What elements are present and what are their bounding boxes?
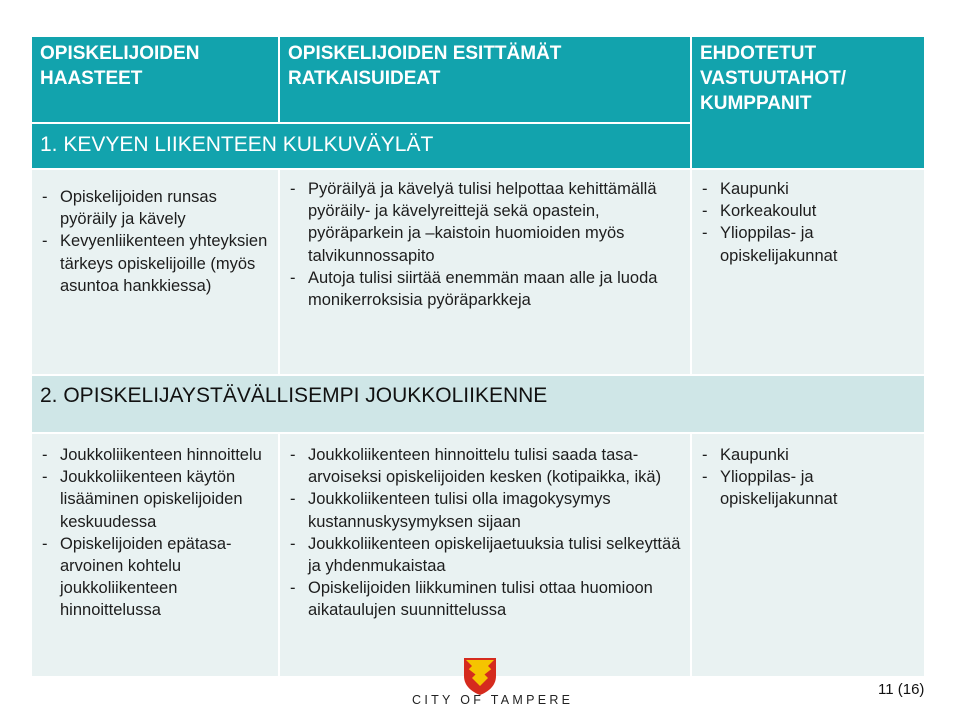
list-item: - Kaupunki (698, 178, 918, 200)
section-1-solutions (279, 169, 691, 375)
tampere-coat-of-arms-icon (462, 656, 498, 696)
section-1-partners (691, 169, 925, 375)
partners-list (692, 170, 924, 267)
section-2-solutions (279, 433, 691, 677)
section-2-title: 2. OPISKELIJAYSTÄVÄLLISEMPI JOUKKOLIIKENNE (40, 384, 548, 407)
section-2-title-cell (31, 375, 925, 433)
list-item: - Ylioppilas- ja opiskelijakunnat (698, 222, 918, 266)
challenges-list (32, 434, 278, 622)
list-item: - Opiskelijoiden epätasa-arvoinen kohtelu joukkoliikenteen hinnoittelussa (38, 533, 272, 622)
list-item: - Autoja tulisi siirtää enemmän maan alle ja luoda monikerroksisia pyöräparkkeja (286, 267, 684, 311)
list-item: - Opiskelijoiden runsas pyöräily ja kävely (38, 186, 272, 230)
footer-city-name: CITY OF TAMPERE (412, 693, 574, 707)
partners-list (692, 434, 924, 511)
section-2-partners (691, 433, 925, 677)
list-item: - Joukkoliikenteen hinnoittelu (38, 444, 272, 466)
content-table (30, 35, 926, 678)
header-challenges: OPISKELIJOIDEN HAASTEET (31, 36, 279, 123)
section-1-challenges (31, 169, 279, 375)
list-item: - Korkeakoulut (698, 200, 918, 222)
list-item: - Joukkoliikenteen käytön lisääminen opiskelijoiden keskuudessa (38, 466, 272, 533)
list-item: - Opiskelijoiden liikkuminen tulisi ottaa huomioon aikataulujen suunnittelussa (286, 577, 684, 621)
section-1-title: 1. KEVYEN LIIKENTEEN KULKUVÄYLÄT (40, 133, 434, 156)
challenges-list (32, 178, 278, 297)
list-item: - Joukkoliikenteen tulisi olla imagokysymys kustannuskysymyksen sijaan (286, 488, 684, 532)
section-1-title-cell (31, 123, 691, 169)
header-solutions: OPISKELIJOIDEN ESITTÄMÄT RATKAISUIDEAT (279, 36, 691, 123)
list-item: - Kaupunki (698, 444, 918, 466)
list-item: - Joukkoliikenteen hinnoittelu tulisi saada tasa-arvoiseksi opiskelijoiden kesken (kotipaikka, ikä) (286, 444, 684, 488)
section-2-challenges (31, 433, 279, 677)
list-item: - Kevyenliikenteen yhteyksien tärkeys opiskelijoille (myös asuntoa hankkiessa) (38, 230, 272, 297)
solutions-list (280, 170, 690, 311)
header-partners: EHDOTETUT VASTUUTAHOT/ KUMPPANIT (691, 36, 925, 169)
solutions-list (280, 434, 690, 622)
list-item: - Pyöräilyä ja kävelyä tulisi helpottaa kehittämällä pyöräily- ja kävelyreittejä sekä opastein, pyöräparkein ja –kaistoin huomioiden myös talvikunnossapito (286, 178, 684, 267)
page-number: 11 (16) (878, 681, 925, 698)
list-item: - Ylioppilas- ja opiskelijakunnat (698, 466, 918, 510)
list-item: - Joukkoliikenteen opiskelijaetuuksia tulisi selkeyttää ja yhdenmukaistaa (286, 533, 684, 577)
